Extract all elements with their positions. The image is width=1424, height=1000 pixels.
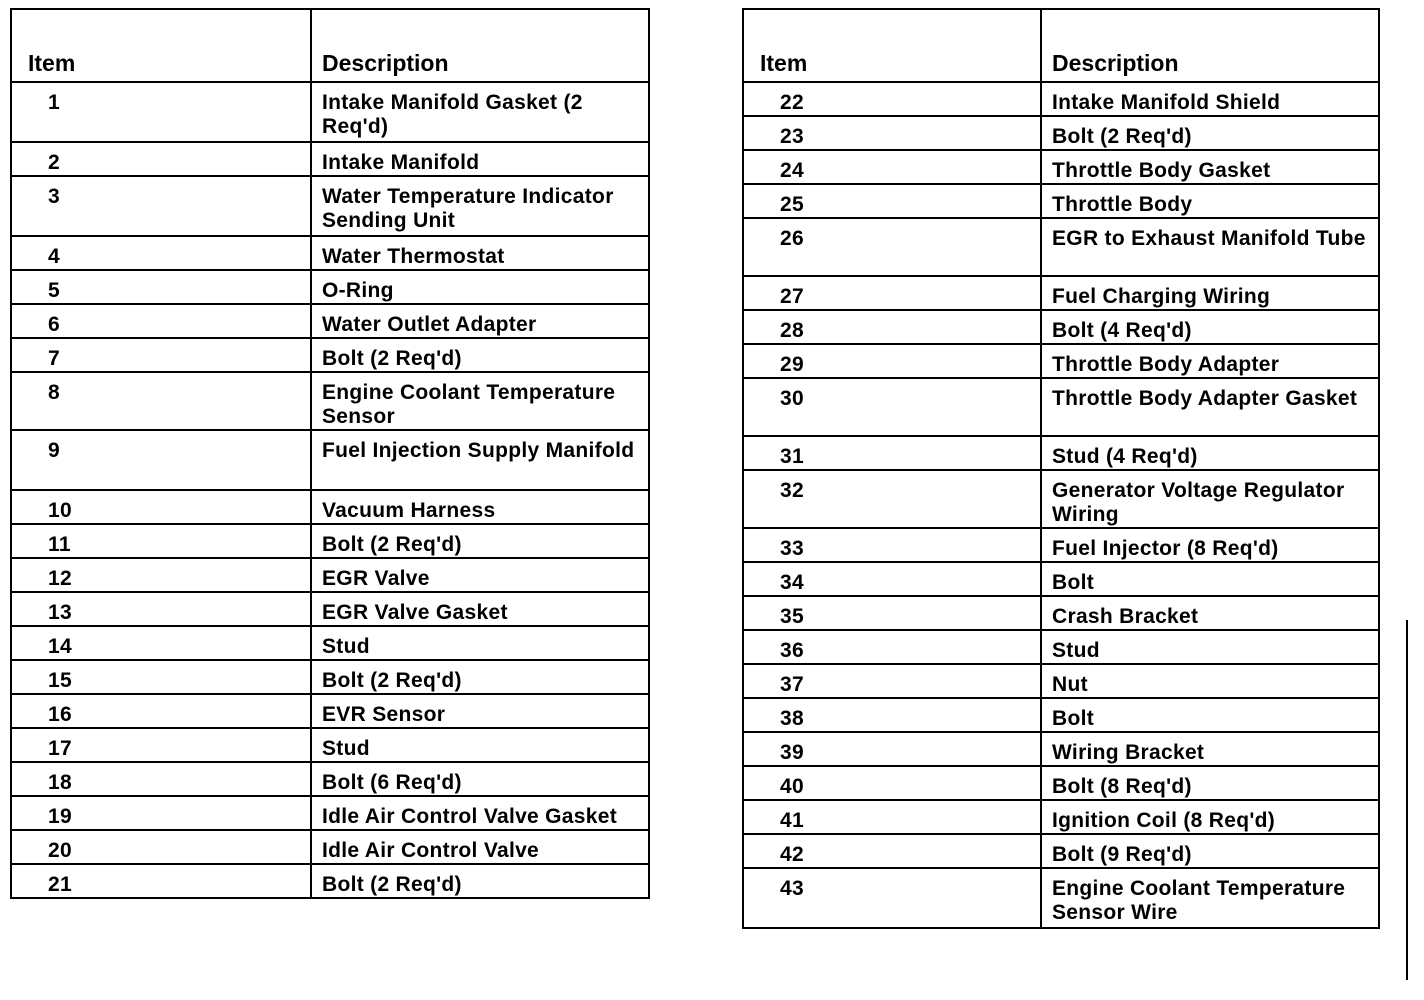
item-number-cell: 40 (743, 766, 1041, 800)
description-cell: Water Thermostat (311, 236, 649, 270)
description-cell: Bolt (1041, 698, 1379, 732)
table-row (743, 82, 1379, 116)
item-number-cell: 41 (743, 800, 1041, 834)
description-cell: Throttle Body Gasket (1041, 150, 1379, 184)
item-number-cell: 5 (11, 270, 311, 304)
description-cell: Wiring Bracket (1041, 732, 1379, 766)
item-column-header: Item (743, 9, 1041, 82)
description-cell: Stud (311, 626, 649, 660)
item-number-cell: 15 (11, 660, 311, 694)
description-cell: Stud (4 Req'd) (1041, 436, 1379, 470)
description-cell: Water Outlet Adapter (311, 304, 649, 338)
item-number-cell: 42 (743, 834, 1041, 868)
description-cell: O-Ring (311, 270, 649, 304)
table-row (743, 630, 1379, 664)
table-row (743, 800, 1379, 834)
table-row (743, 344, 1379, 378)
item-number-cell: 7 (11, 338, 311, 372)
table-row (11, 524, 649, 558)
table-row (743, 184, 1379, 218)
description-cell: Engine Coolant Temperature Sensor Wire (1041, 868, 1379, 928)
table-row (11, 830, 649, 864)
item-number-cell: 20 (11, 830, 311, 864)
description-cell: Water Temperature Indicator Sending Unit (311, 176, 649, 236)
description-cell: Throttle Body Adapter (1041, 344, 1379, 378)
description-cell: Bolt (9 Req'd) (1041, 834, 1379, 868)
item-number-cell: 21 (11, 864, 311, 898)
description-cell: Stud (1041, 630, 1379, 664)
description-cell: Intake Manifold Shield (1041, 82, 1379, 116)
table-row (743, 596, 1379, 630)
description-cell: Bolt (2 Req'd) (311, 864, 649, 898)
table-row (11, 176, 649, 236)
item-number-cell: 43 (743, 868, 1041, 928)
item-number-cell: 12 (11, 558, 311, 592)
description-cell: Bolt (6 Req'd) (311, 762, 649, 796)
item-number-cell: 22 (743, 82, 1041, 116)
description-column-header: Description (1041, 9, 1379, 82)
table-row (11, 864, 649, 898)
item-number-cell: 36 (743, 630, 1041, 664)
table-row (743, 664, 1379, 698)
table-header-row (11, 9, 649, 82)
table-row (11, 338, 649, 372)
table-row (743, 470, 1379, 528)
item-number-cell: 33 (743, 528, 1041, 562)
parts-table-left-body (11, 82, 649, 898)
table-row (11, 592, 649, 626)
table-row (11, 796, 649, 830)
description-cell: Idle Air Control Valve Gasket (311, 796, 649, 830)
description-cell: Stud (311, 728, 649, 762)
item-number-cell: 1 (11, 82, 311, 142)
description-cell: Bolt (4 Req'd) (1041, 310, 1379, 344)
description-cell: Crash Bracket (1041, 596, 1379, 630)
table-row (11, 270, 649, 304)
table-row (743, 698, 1379, 732)
description-cell: Intake Manifold (311, 142, 649, 176)
item-number-cell: 39 (743, 732, 1041, 766)
description-cell: Throttle Body Adapter Gasket (1041, 378, 1379, 436)
item-number-cell: 34 (743, 562, 1041, 596)
item-number-cell: 16 (11, 694, 311, 728)
table-row (11, 660, 649, 694)
item-number-cell: 31 (743, 436, 1041, 470)
item-number-cell: 18 (11, 762, 311, 796)
item-number-cell: 3 (11, 176, 311, 236)
table-row (743, 868, 1379, 928)
item-number-cell: 25 (743, 184, 1041, 218)
table-row (743, 310, 1379, 344)
table-row (11, 142, 649, 176)
table-row (743, 436, 1379, 470)
table-header-row (743, 9, 1379, 82)
table-row (11, 626, 649, 660)
item-number-cell: 11 (11, 524, 311, 558)
item-number-cell: 24 (743, 150, 1041, 184)
item-number-cell: 38 (743, 698, 1041, 732)
description-cell: Idle Air Control Valve (311, 830, 649, 864)
table-row (11, 490, 649, 524)
description-cell: Fuel Injector (8 Req'd) (1041, 528, 1379, 562)
table-row (11, 430, 649, 490)
item-number-cell: 23 (743, 116, 1041, 150)
item-number-cell: 28 (743, 310, 1041, 344)
table-row (743, 732, 1379, 766)
item-number-cell: 14 (11, 626, 311, 660)
table-row (11, 82, 649, 142)
description-cell: Intake Manifold Gasket (2 Req'd) (311, 82, 649, 142)
item-number-cell: 17 (11, 728, 311, 762)
item-column-header: Item (11, 9, 311, 82)
table-row (743, 276, 1379, 310)
item-number-cell: 10 (11, 490, 311, 524)
table-row (11, 762, 649, 796)
parts-table-right-body (743, 82, 1379, 928)
table-row (11, 694, 649, 728)
description-cell: Fuel Injection Supply Manifold (311, 430, 649, 490)
item-number-cell: 35 (743, 596, 1041, 630)
description-cell: EVR Sensor (311, 694, 649, 728)
description-cell: Bolt (2 Req'd) (311, 660, 649, 694)
item-number-cell: 19 (11, 796, 311, 830)
item-number-cell: 9 (11, 430, 311, 490)
item-number-cell: 2 (11, 142, 311, 176)
table-row (11, 236, 649, 270)
page-edge-line (1406, 620, 1408, 980)
item-number-cell: 37 (743, 664, 1041, 698)
description-cell: Engine Coolant Temperature Sensor (311, 372, 649, 430)
table-row (11, 558, 649, 592)
table-row (743, 562, 1379, 596)
item-number-cell: 29 (743, 344, 1041, 378)
item-number-cell: 30 (743, 378, 1041, 436)
parts-table-right (742, 8, 1380, 929)
description-cell: EGR Valve Gasket (311, 592, 649, 626)
description-cell: Vacuum Harness (311, 490, 649, 524)
description-cell: Bolt (1041, 562, 1379, 596)
description-cell: EGR Valve (311, 558, 649, 592)
table-row (11, 728, 649, 762)
table-row (743, 378, 1379, 436)
description-cell: Bolt (2 Req'd) (1041, 116, 1379, 150)
description-cell: Generator Voltage Regulator Wiring (1041, 470, 1379, 528)
table-row (743, 766, 1379, 800)
description-cell: Nut (1041, 664, 1379, 698)
description-cell: Ignition Coil (8 Req'd) (1041, 800, 1379, 834)
table-row (743, 150, 1379, 184)
item-number-cell: 13 (11, 592, 311, 626)
description-cell: Throttle Body (1041, 184, 1379, 218)
parts-table-left (10, 8, 650, 899)
item-number-cell: 32 (743, 470, 1041, 528)
description-cell: Bolt (2 Req'd) (311, 338, 649, 372)
item-number-cell: 8 (11, 372, 311, 430)
description-cell: EGR to Exhaust Manifold Tube (1041, 218, 1379, 276)
description-column-header: Description (311, 9, 649, 82)
description-cell: Bolt (2 Req'd) (311, 524, 649, 558)
item-number-cell: 26 (743, 218, 1041, 276)
item-number-cell: 27 (743, 276, 1041, 310)
table-row (11, 304, 649, 338)
table-row (11, 372, 649, 430)
description-cell: Bolt (8 Req'd) (1041, 766, 1379, 800)
item-number-cell: 4 (11, 236, 311, 270)
table-row (743, 528, 1379, 562)
table-row (743, 116, 1379, 150)
table-row (743, 834, 1379, 868)
table-row (743, 218, 1379, 276)
item-number-cell: 6 (11, 304, 311, 338)
description-cell: Fuel Charging Wiring (1041, 276, 1379, 310)
